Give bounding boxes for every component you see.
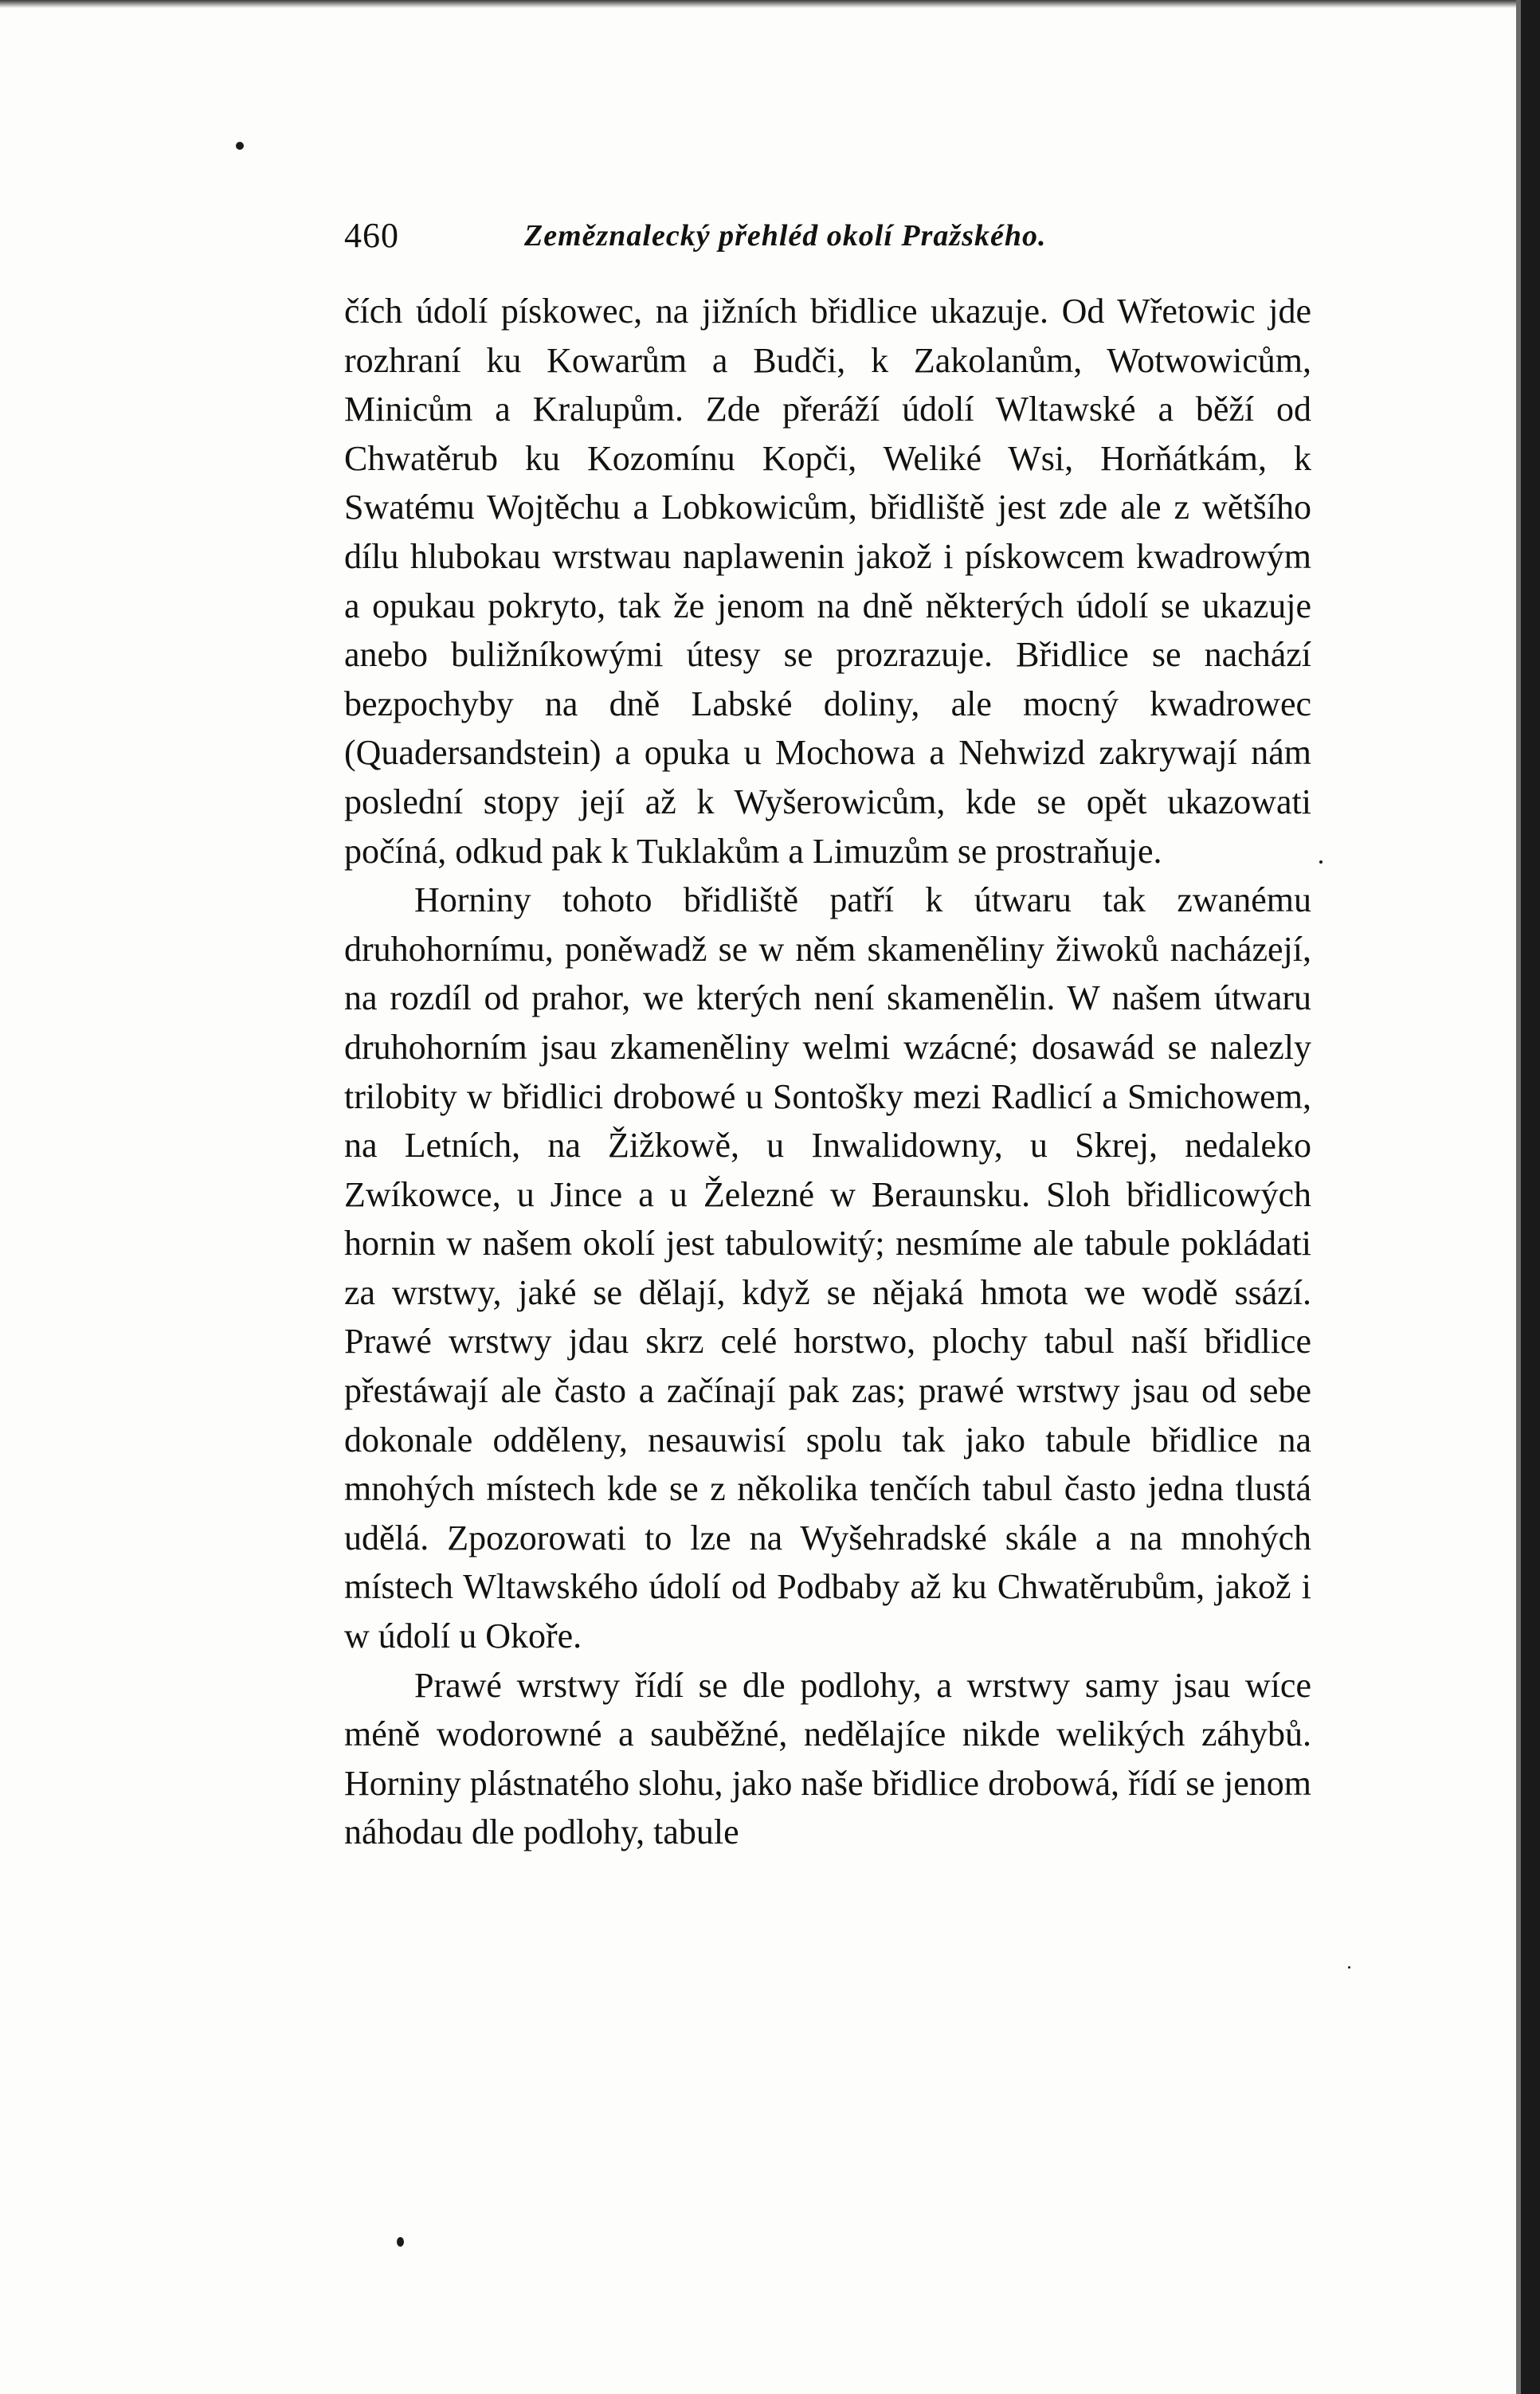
scan-speck [1319,860,1323,864]
page-header [344,215,1316,263]
scan-speck [397,2237,404,2247]
running-title: Zeměznalecký přehléd okolí Pražského. [524,219,1047,253]
scan-speck [1348,1966,1350,1969]
paragraph: Prawé wrstwy řídí se dle podlohy, a wrstwy samy jsau wíce méně wodorowné a sauběžné, nedělajíce nikde welikých záhybů. Horniny plástnatého slohu, jako naše břidlice drobowá, řídí se jenom náhodau dle podlohy, tabule [344,1665,1311,1852]
scan-top-shadow [0,0,1540,8]
page-number: 460 [344,216,399,255]
scan-right-border [1521,0,1540,2394]
paragraph: čích údolí pískowec, na jižních břidlice ukazuje. Od Wřetowic jde rozhraní ku Kowarům a Budči, k Zakolanům, Wotwowicům, Minicům a Kralupům. Zde přeráží údolí Wltawské a běží od Chwatěrub ku Kozomínu Kopči, Weliké Wsi, Horňátkám, k Swatému Wojtěchu a Lobkowicům, břidliště jest zde ale z wětšího dílu hlubokau wrstwau naplawenin jakož i pískowcem kwadrowým a opukau pokryto, tak že jenom na dně některých údolí se ukazuje anebo buližníkowými útesy se prozrazuje. Břidlice se nachází bezpochyby na dně Labské doliny, ale mocný kwadrowec (Quadersandstein) a opuka u Mochowa a Nehwizd zakrywají nám poslední stopy její až k Wyšerowicům, kde se opět ukazowati počíná, odkud pak k Tuklakům a Limuzům se prostraňuje. [344,292,1311,871]
paragraph: Horniny tohoto břidliště patří k útwaru tak zwanému druhohornímu, poněwadž se w něm skameněliny žiwoků nacházejí, na rozdíl od prahor, we kterých není skamenělin. W našem útwaru druhohorním jsau zkameněliny welmi wzácné; dosawád se nalezly trilobity w břidlici drobowé u Sontošky mezi Radlicí a Smichowem, na Letních, na Žižkowě, u Inwalidowny, u Skrej, nedaleko Zwíkowce, u Jince a u Železné w Beraunsku. Sloh břidlicowých hornin w našem okolí jest tabulowitý; nesmíme ale tabule pokládati za wrstwy, jaké se dělají, když se nějaká hmota we wodě ssází. Prawé wrstwy jdau skrz celé horstwo, plochy tabul naší břidlice přestáwají ale často a začínají pak zas; prawé wrstwy jsau od sebe dokonale odděleny, nesauwisí spolu tak jako tabule břidlice na mnohých místech kde se z několika tenčích tabul často jedna tlustá udělá. Zpozorowati to lze na Wyšehradské skále a na mnohých místech Wltawského údolí od Podbaby až ku Chwatěrubům, jakož i w údolí u Okoře. [344,880,1311,1656]
body-text [344,287,1311,1857]
scan-speck [236,142,244,150]
